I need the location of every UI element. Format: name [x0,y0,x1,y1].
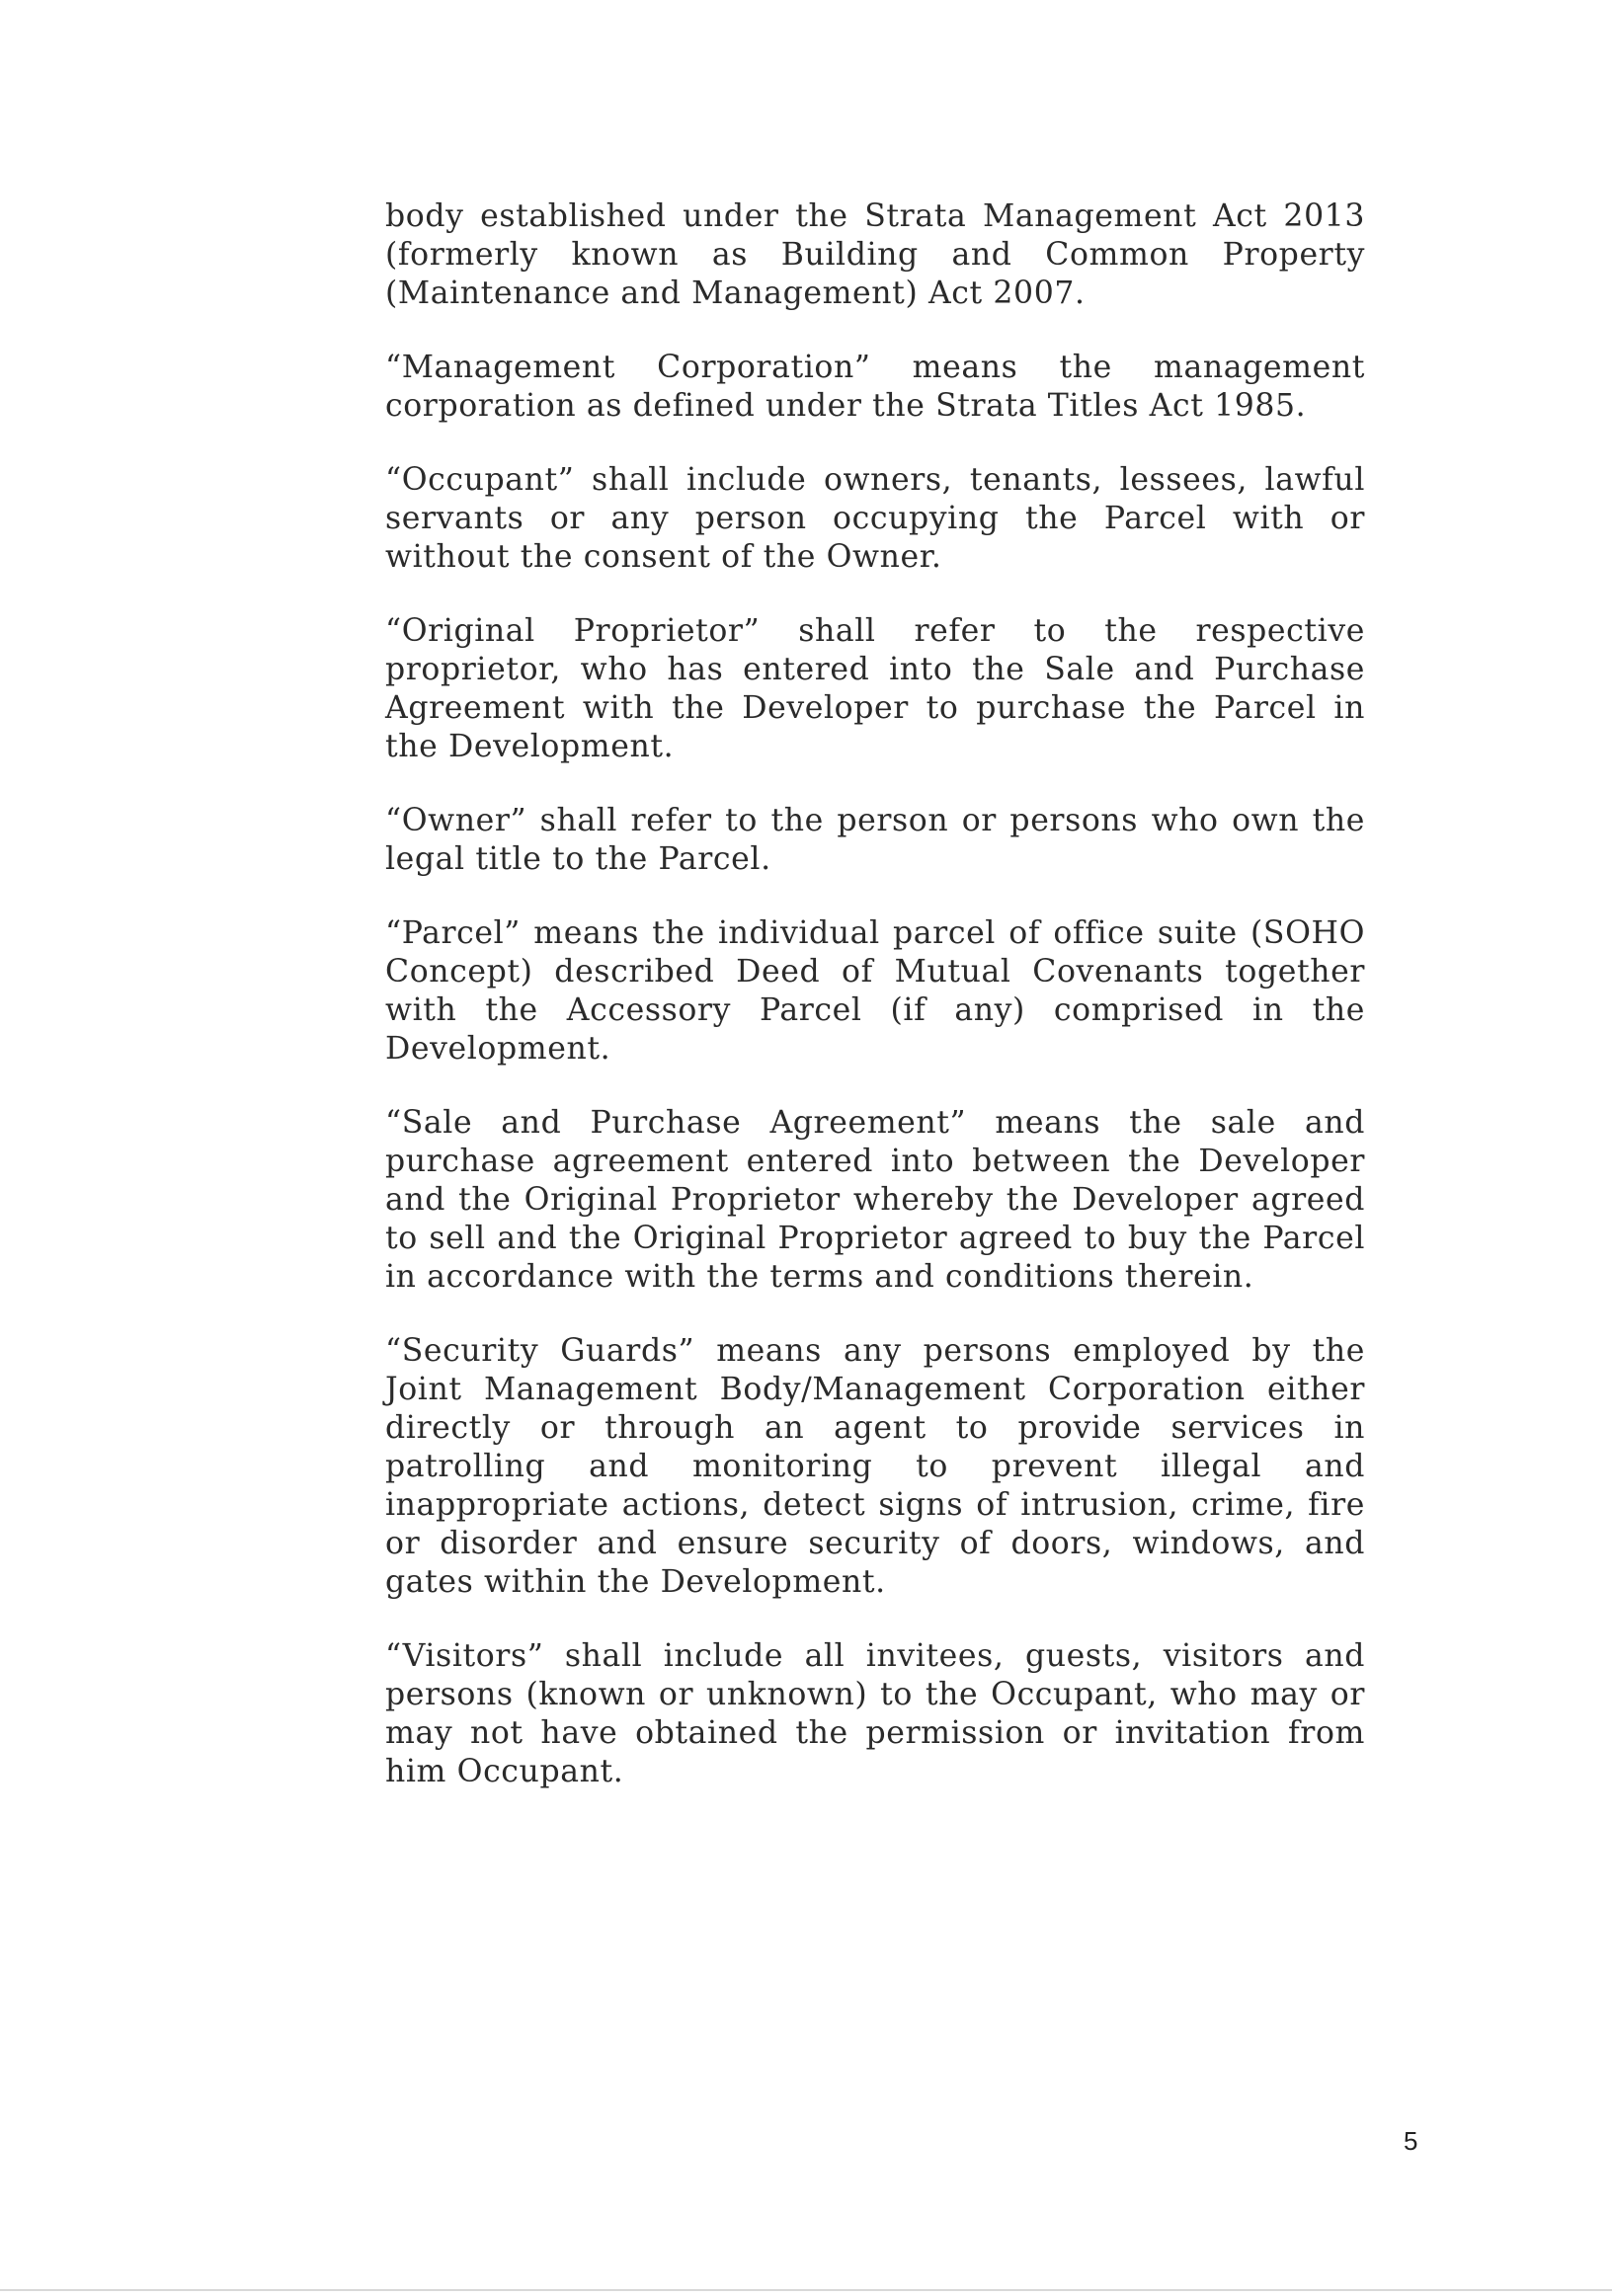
document-body [385,198,1365,1827]
scan-bottom-edge [0,2289,1612,2291]
page-number: 5 [1404,2126,1418,2156]
paragraph-security-guards: “Security Guards” means any persons employed by the Joint Management Body/Management Corporation either directly or through an agent to provide services in patrolling and monitoring to prevent illegal and inappropriate actions, detect signs of intrusion, crime, fire or disorder and ensure security of doors, windows, and gates within the Development. [385,1333,1365,1600]
paragraph-parcel: “Parcel” means the individual parcel of office suite (SOHO Concept) described Deed of Mutual Covenants together with the Accessory Parcel (if any) comprised in the Development. [385,915,1365,1067]
paragraph-owner: “Owner” shall refer to the person or persons who own the legal title to the Parcel. [385,803,1365,877]
paragraph-visitors: “Visitors” shall include all invitees, guests, visitors and persons (known or unknown) to the Occupant, who may or may not have obtained the permission or invitation from him Occupant. [385,1638,1365,1789]
paragraph-occupant: “Occupant” shall include owners, tenants, lessees, lawful servants or any person occupying the Parcel with or without the consent of the Owner. [385,462,1365,575]
paragraph-original-proprietor: “Original Proprietor” shall refer to the respective proprietor, who has entered into the Sale and Purchase Agreement with the Developer to purchase the Parcel in the Development. [385,613,1365,764]
paragraph-jmb-definition-continued: body established under the Strata Management Act 2013 (formerly known as Building and Common Property (Maintenance and Management) Act 2007. [385,198,1365,311]
paragraph-sale-and-purchase-agreement: “Sale and Purchase Agreement” means the sale and purchase agreement entered into between the Developer and the Original Proprietor whereby the Developer agreed to sell and the Original Proprietor agreed to buy the Parcel in accordance with the terms and conditions therein. [385,1105,1365,1295]
paragraph-management-corporation: “Management Corporation” means the management corporation as defined under the Strata Titles Act 1985. [385,350,1365,424]
